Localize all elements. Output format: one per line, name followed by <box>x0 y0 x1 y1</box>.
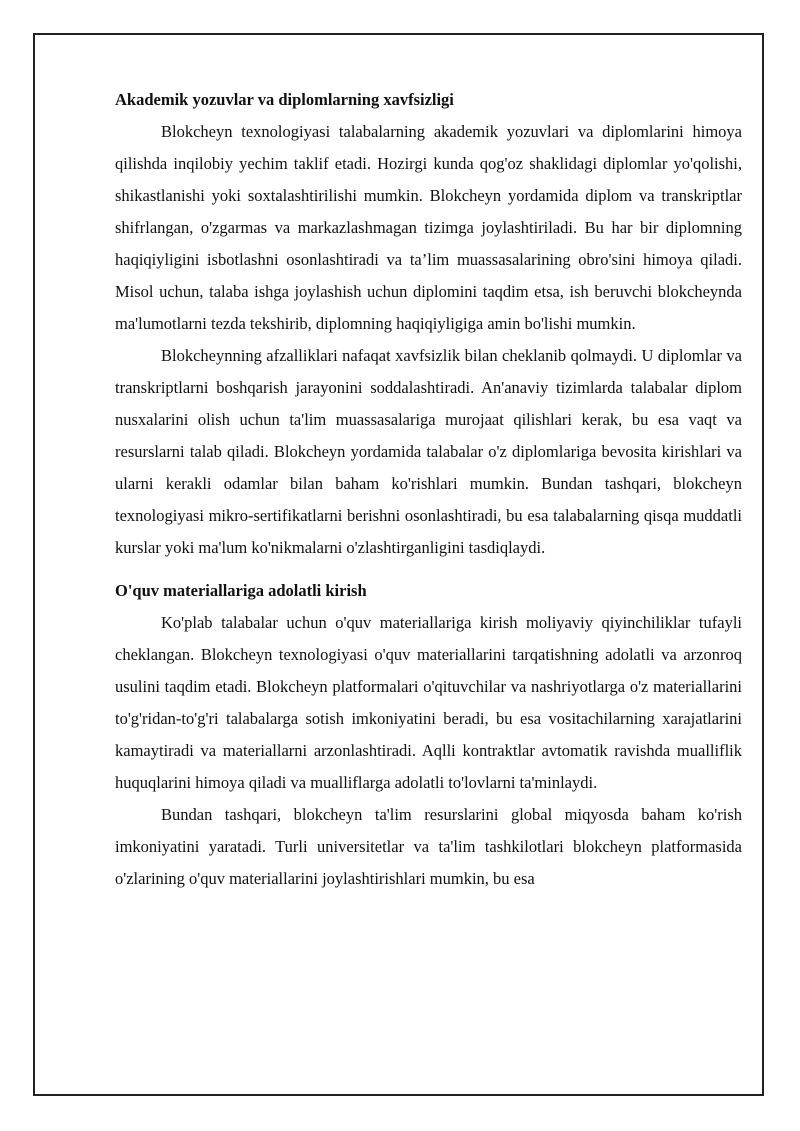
section-heading-materials: O'quv materiallariga adolatli kirish <box>115 581 367 600</box>
document-body <box>115 84 742 895</box>
section-heading-security: Akademik yozuvlar va diplomlarning xavfsizligi <box>115 90 454 109</box>
paragraph-security-1: Blokcheyn texnologiyasi talabalarning akademik yozuvlari va diplomlarini himoya qilishda inqilobiy yechim taklif etadi. Hozirgi kunda qog'oz shaklidagi diplomlar yo'qolishi, shikastlanishi yoki soxtalashtirilishi mumkin. Blokcheyn yordamida diplom va transkriptlar shifrlangan, o'zgarmas va markazlashmagan tizimga joylashtiriladi. Bu har bir diplomning haqiqiyligini isbotlashni osonlashtiradi va ta’lim muassasalarining obro'sini himoya qiladi. Misol uchun, talaba ishga joylashish uchun diplomini taqdim etsa, ish beruvchi blokcheynda ma'lumotlarni tezda tekshirib, diplomning haqiqiyligiga amin bo'lishi mumkin. <box>115 122 742 333</box>
paragraph-materials-2: Bundan tashqari, blokcheyn ta'lim resurslarini global miqyosda baham ko'rish imkoniyatini yaratadi. Turli universitetlar va ta'lim tashkilotlari blokcheyn platformasida o'zlarining o'quv materiallarini joylashtirishlari mumkin, bu esa <box>115 805 742 888</box>
paragraph-materials-1: Ko'plab talabalar uchun o'quv materiallariga kirish moliyaviy qiyinchiliklar tufayli cheklangan. Blokcheyn texnologiyasi o'quv materiallarini tarqatishning adolatli va arzonroq usulini taqdim etadi. Blokcheyn platformalari o'qituvchilar va nashriyotlarga o'z materiallarini to'g'ridan-to'g'ri talabalarga sotish imkoniyatini beradi, bu esa vositachilarning xarajatlarini kamaytiradi va materiallarni arzonlashtiradi. Aqlli kontraktlar avtomatik ravishda mualliflik huquqlarini himoya qiladi va mualliflarga adolatli to'lovlarni ta'minlaydi. <box>115 613 742 792</box>
paragraph-security-2: Blokcheynning afzalliklari nafaqat xavfsizlik bilan cheklanib qolmaydi. U diplomlar va transkriptlarni boshqarish jarayonini soddalashtiradi. An'anaviy tizimlarda talabalar diplom nusxalarini olish uchun ta'lim muassasalariga murojaat qilishlari kerak, bu esa vaqt va resurslarni talab qiladi. Blokcheyn yordamida talabalar o'z diplomlariga bevosita kirishlari va ularni kerakli odamlar bilan baham ko'rishlari mumkin. Bundan tashqari, blokcheyn texnologiyasi mikro-sertifikatlarni berishni osonlashtiradi, bu esa talabalarning qisqa muddatli kurslar yoki ma'lum ko'nikmalarni o'zlashtirganligini tasdiqlaydi. <box>115 346 742 557</box>
